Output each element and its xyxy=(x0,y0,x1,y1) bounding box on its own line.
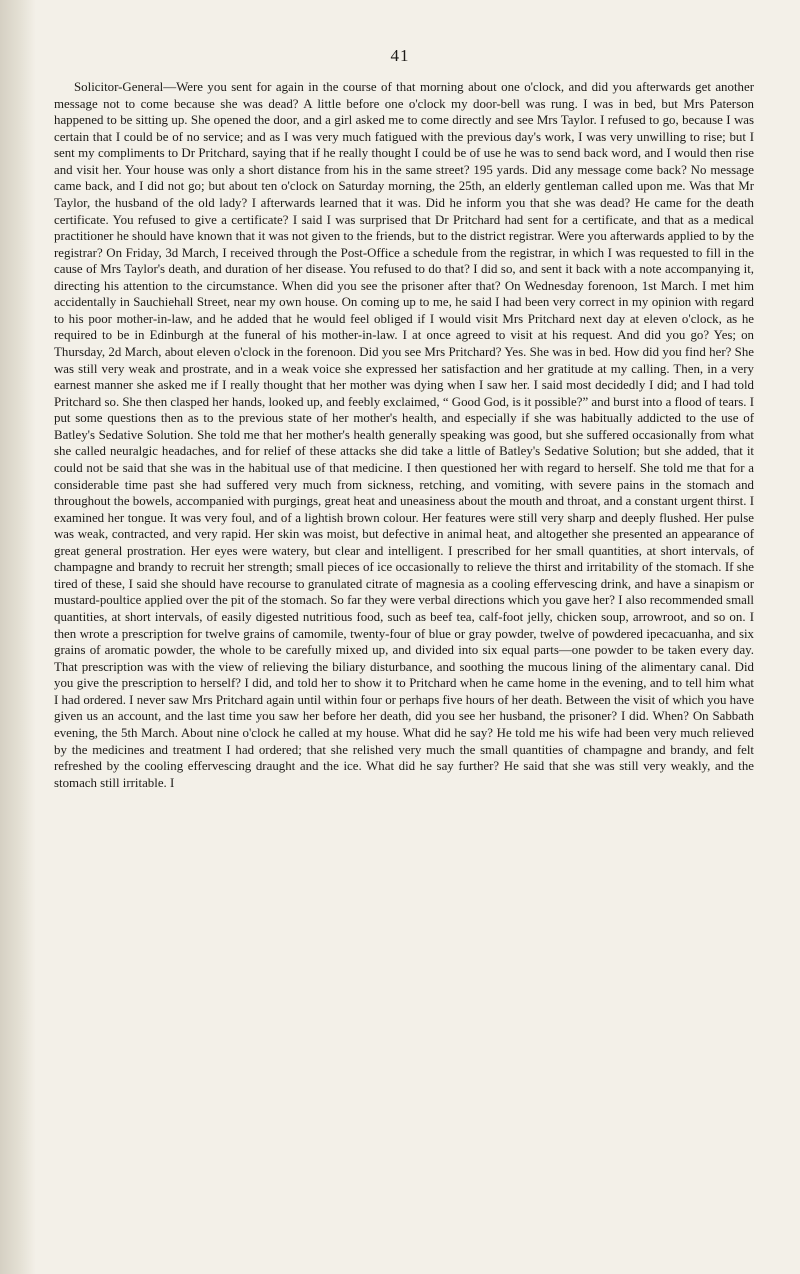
body-text xyxy=(54,79,754,791)
page-gutter-shadow xyxy=(0,0,36,1274)
body-paragraph: Solicitor-General—Were you sent for again in the course of that morning about one o'clock, and did you afterwards get another message not to come because she was dead? A little before one o'clock my door-bell was rung. I was in bed, but Mrs Paterson happened to be sitting up. She opened the door, and a girl asked me to come directly and see Mrs Taylor. I refused to go, because I was certain that I could be of no service; and as I was very much fatigued with the previous day's work, I was very unwilling to rise; but I sent my compliments to Dr Pritchard, saying that if he really thought I could be of use he was to send back word, and I would then rise and visit her. Your house was only a short distance from his in the same street? 195 yards. Did any message come back? No message came back, and I did not go; but about ten o'clock on Saturday morning, the 25th, an elderly gentleman called upon me. Was that Mr Taylor, the husband of the old lady? I afterwards learned that it was. Did he inform you that she was dead? He came for the death certificate. You refused to give a certificate? I said I was surprised that Dr Pritchard had sent for a certificate, and that as a medical practitioner he should have known that it was not given to the friends, but to the district registrar. Were you afterwards applied to by the registrar? On Friday, 3d March, I received through the Post-Office a schedule from the registrar, in which I was requested to fill in the cause of Mrs Taylor's death, and duration of her disease. You refused to do that? I did so, and sent it back with a note accompanying it, directing his attention to the circumstance. When did you see the prisoner after that? On Wednesday forenoon, 1st March. I met him accidentally in Sauchiehall Street, near my own house. On coming up to me, he said I had been very correct in my opinion with regard to his poor mother-in-law, and he added that he would feel obliged if I would visit Mrs Pritchard next day at eleven o'clock, as he required to be in Edinburgh at the funeral of his mother-in-law. I at once agreed to visit at his request. And did you go? Yes; on Thursday, 2d March, about eleven o'clock in the forenoon. Did you see Mrs Pritchard? Yes. She was in bed. How did you find her? She was still very weak and prostrate, and in a weak voice she expressed her satisfaction and her gratitude at my calling. Then, in a very earnest manner she asked me if I really thought that her mother was dying when I saw her. I said most decidedly I did; and I had told Pritchard so. She then clasped her hands, looked up, and feebly exclaimed, “ Good God, is it possible?” and burst into a flood of tears. I put some questions then as to the previous state of her mother's health, and especially if she was habitually addicted to the use of Batley's Sedative Solution. She told me that her mother's health generally speaking was good, but she suffered occasionally from what she called neuralgic headaches, and for relief of these attacks she did take a little of Batley's Sedative Solution; but she added, that it could not be said that she was in the habitual use of that medicine. I then questioned her with regard to herself. She told me that for a considerable time past she had suffered very much from sickness, retching, and vomiting, with severe pains in the stomach and throughout the bowels, accompanied with purgings, great heat and uneasiness about the mouth and throat, and a constant urgent thirst. I examined her tongue. It was very foul, and of a lightish brown colour. Her features were still very sharp and deeply flushed. Her pulse was weak, contracted, and very rapid. Her skin was moist, but defective in animal heat, and altogether she presented an appearance of great general prostration. Her eyes were watery, but clear and intelligent. I prescribed for her small quantities, at short intervals, of champagne and brandy to recruit her strength; small pieces of ice occasionally to relieve the thirst and irritability of the stomach. If she tired of these, I said she should have recourse to granulated citrate of magnesia as a cooling effervescing drink, and have a sinapism or mustard-poultice applied over the pit of the stomach. So far they were verbal directions which you gave her? I also recommended small quantities, at short intervals, of easily digested nutritious food, such as beef tea, calf-foot jelly, chicken soup, arrowroot, and so on. I then wrote a prescription for twelve grains of camomile, twenty-four of blue or gray powder, twelve of powdered ipecacuanha, and six grains of aromatic powder, the whole to be carefully mixed up, and divided into six equal parts—one powder to be taken every day. That prescription was with the view of relieving the biliary disturbance, and soothing the mucous lining of the alimentary canal. Did you give the prescription to herself? I did, and told her to show it to Pritchard when he came home in the evening, and to tell him what I had ordered. I never saw Mrs Pritchard again until within four or perhaps five hours of her death. Between the visit of which you have given us an account, and the last time you saw her before her death, did you see her husband, the prisoner? I did. When? On Sabbath evening, the 5th March. About nine o'clock he called at my house. What did he say? He told me his wife had been very much relieved by the medicines and treatment I had ordered; that she relished very much the small quantities of champagne and brandy, and felt refreshed by the cooling effervescing draught and the ice. What did he say further? He said that she was still very weakly, and the stomach still irritable. I xyxy=(54,80,754,790)
page-number: 41 xyxy=(390,46,410,65)
